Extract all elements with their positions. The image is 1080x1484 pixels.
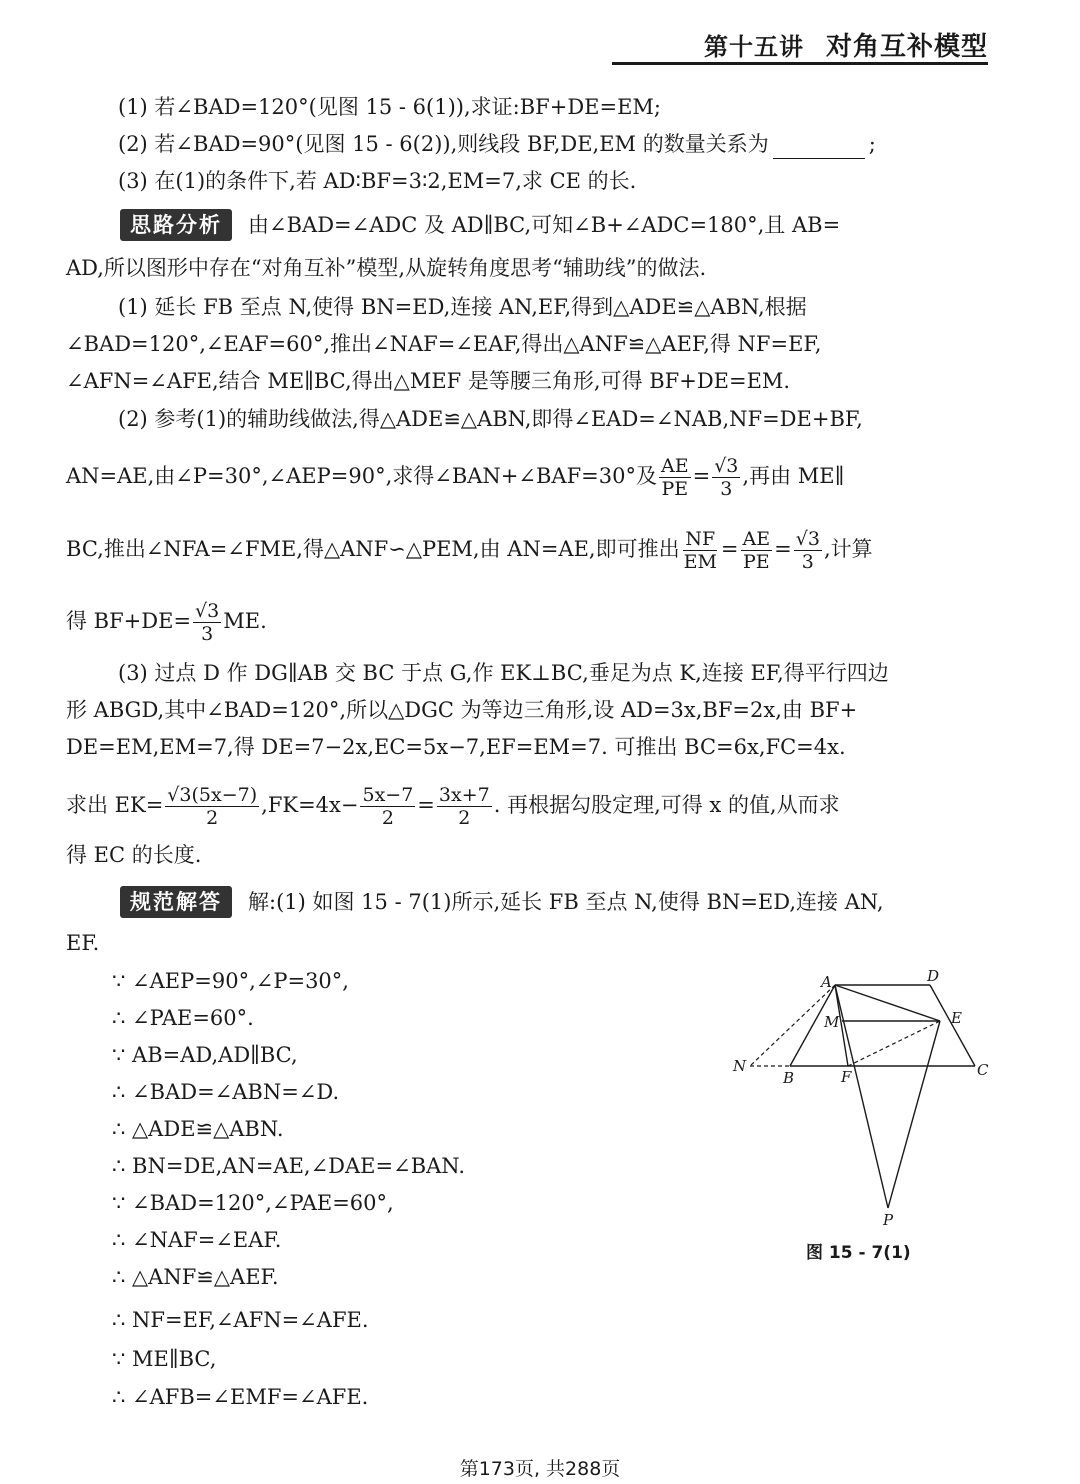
frac-num: AE xyxy=(660,455,689,477)
fraction-sqrt3-3 xyxy=(794,528,822,573)
analysis-line-14: 得 EC 的长度. xyxy=(66,843,202,867)
label-d: D xyxy=(927,967,940,985)
question-1: (1) 若∠BAD=120°(见图 15 - 6(1)),求证:BF+DE=EM; xyxy=(118,95,661,119)
analysis-line-12: DE=EM,EM=7,得 DE=7−2x,EC=5x−7,EF=EM=7. 可推出 BC=6x,FC=4x. xyxy=(66,735,846,759)
solution-line-2: EF. xyxy=(66,931,100,955)
solution-text-1: 解:(1) 如图 15 - 7(1)所示,延长 FB 至点 N,使得 BN=ED,连接 AN, xyxy=(248,890,884,914)
frac-den: 3 xyxy=(201,623,214,645)
analysis-text-13b: ,FK=4x− xyxy=(261,793,359,817)
frac-den: 2 xyxy=(206,807,219,829)
equals: = xyxy=(720,537,739,561)
analysis-text-9a: 得 BF+DE= xyxy=(66,609,192,633)
analysis-line-10: (3) 过点 D 作 DG∥AB 交 BC 于点 G,作 EK⊥BC,垂足为点 K,连接 EF,得平行四边 xyxy=(118,661,889,685)
analysis-line-7 xyxy=(66,455,988,500)
fraction-sqrt3-3 xyxy=(193,600,221,645)
label-p: P xyxy=(883,1211,894,1229)
proof-step: ∵ ME∥BC, xyxy=(112,1347,217,1371)
analysis-line-6: (2) 参考(1)的辅助线做法,得△ADE≌△ABN,即得∠EAD=∠NAB,NF=DE+BF, xyxy=(118,407,863,431)
analysis-text-1: 由∠BAD=∠ADC 及 AD∥BC,可知∠B+∠ADC=180°,且 AB= xyxy=(248,213,841,237)
analysis-text-13a: 求出 EK= xyxy=(66,793,164,817)
analysis-text-13d: . 再根据勾股定理,可得 x 的值,从而求 xyxy=(493,793,840,817)
frac-den: 3 xyxy=(720,478,733,500)
label-b: B xyxy=(783,1069,795,1087)
fraction-fk xyxy=(360,784,415,829)
analysis-line-1 xyxy=(120,209,988,241)
fraction-nf-em xyxy=(682,528,719,573)
label-c: C xyxy=(977,1061,989,1079)
segment-an-dashed xyxy=(750,985,835,1066)
analysis-line-8 xyxy=(66,528,988,573)
lecture-number: 第十五讲 xyxy=(703,33,804,61)
analysis-text-8a: BC,推出∠NFA=∠FME,得△ANF∽△PEM,由 AN=AE,即可推出 xyxy=(66,537,680,561)
frac-num: 3x+7 xyxy=(438,784,490,806)
proof-step: ∵ AB=AD,AD∥BC, xyxy=(112,1043,298,1067)
question-3: (3) 在(1)的条件下,若 AD∶BF=3∶2,EM=7,求 CE 的长. xyxy=(118,169,637,193)
chapter-header xyxy=(704,26,988,63)
figure-caption: 图 15 - 7(1) xyxy=(806,1243,911,1263)
analysis-line-9 xyxy=(66,600,988,645)
frac-den: 2 xyxy=(458,807,471,829)
label-e: E xyxy=(951,1009,962,1027)
frac-num: √3 xyxy=(714,455,739,477)
analysis-line-13 xyxy=(66,784,988,829)
proof-step: ∴ △ANF≌△AEF. xyxy=(112,1265,279,1289)
proof-step: ∴ BN=DE,AN=AE,∠DAE=∠BAN. xyxy=(112,1154,466,1178)
geometry-figure xyxy=(720,965,1000,1235)
frac-den: 2 xyxy=(381,807,394,829)
analysis-text-7a: AN=AE,由∠P=30°,∠AEP=90°,求得∠BAN+∠BAF=30°及 xyxy=(66,464,657,488)
proof-step: ∴ NF=EF,∠AFN=∠AFE. xyxy=(112,1308,369,1332)
frac-den: 3 xyxy=(801,551,814,573)
question-2 xyxy=(118,129,988,159)
page-footer: 第173页, 共288页 xyxy=(459,1458,621,1480)
proof-step: ∵ ∠AEP=90°,∠P=30°, xyxy=(112,969,349,993)
frac-num: √3 xyxy=(795,528,820,550)
analysis-text-9b: ME. xyxy=(223,609,267,633)
segment-ep xyxy=(888,1021,940,1208)
segment-ap xyxy=(835,985,888,1208)
label-n: N xyxy=(733,1057,747,1075)
label-m: M xyxy=(824,1013,840,1031)
frac-den: EM xyxy=(683,551,717,573)
label-a: A xyxy=(821,973,832,991)
proof-step: ∴ ∠BAD=∠ABN=∠D. xyxy=(112,1080,340,1104)
solution-line-1 xyxy=(120,886,988,918)
frac-num: √3(5x−7) xyxy=(167,784,258,806)
question-2-end: ; xyxy=(868,132,876,156)
analysis-text-7b: ,再由 ME∥ xyxy=(742,464,845,488)
analysis-text-8b: ,计算 xyxy=(823,537,873,561)
label-f: F xyxy=(841,1068,852,1086)
header-rule xyxy=(612,62,988,65)
fraction-ae-pe xyxy=(659,455,691,500)
analysis-line-11: 形 ABGD,其中∠BAD=120°,所以△DGC 为等边三角形,设 AD=3x,BF=2x,由 BF+ xyxy=(66,698,858,722)
proof-step: ∴ △ADE≌△ABN. xyxy=(112,1117,284,1141)
equals: = xyxy=(774,537,792,561)
answer-blank xyxy=(773,138,865,159)
proof-step: ∴ ∠PAE=60°. xyxy=(112,1006,254,1030)
fraction-ek xyxy=(165,784,259,829)
analysis-line-3: (1) 延长 FB 至点 N,使得 BN=ED,连接 AN,EF,得到△ADE≌△ABN,根据 xyxy=(118,295,807,319)
analysis-line-4: ∠BAD=120°,∠EAF=60°,推出∠NAF=∠EAF,得出△ANF≌△AEF,得 NF=EF, xyxy=(66,332,822,356)
analysis-line-5: ∠AFN=∠AFE,结合 ME∥BC,得出△MEF 是等腰三角形,可得 BF+DE=EM. xyxy=(66,369,791,393)
frac-num: AE xyxy=(742,528,771,550)
proof-step: ∵ ∠BAD=120°,∠PAE=60°, xyxy=(112,1191,394,1215)
proof-step: ∴ ∠AFB=∠EMF=∠AFE. xyxy=(112,1385,369,1409)
frac-num: 5x−7 xyxy=(362,784,414,806)
analysis-line-2: AD,所以图形中存在“对角互补”模型,从旋转角度思考“辅助线”的做法. xyxy=(66,256,707,280)
equals: = xyxy=(692,464,711,488)
question-2-text: (2) 若∠BAD=90°(见图 15 - 6(2)),则线段 BF,DE,EM 的数量关系为 xyxy=(118,132,769,156)
segment-fe-dashed xyxy=(848,1021,940,1066)
equals: = xyxy=(417,793,435,817)
chapter-title: 对角互补模型 xyxy=(825,32,988,62)
solution-badge: 规范解答 xyxy=(120,886,232,918)
frac-num: NF xyxy=(685,528,716,550)
proof-step: ∴ ∠NAF=∠EAF. xyxy=(112,1228,282,1252)
fraction-fk2 xyxy=(437,784,492,829)
fraction-ae-pe xyxy=(741,528,773,573)
frac-den: PE xyxy=(661,478,689,500)
frac-num: √3 xyxy=(195,600,220,622)
fraction-sqrt3-3 xyxy=(712,455,740,500)
analysis-badge: 思路分析 xyxy=(120,209,232,241)
segment-ae xyxy=(835,985,940,1021)
frac-den: PE xyxy=(743,551,770,573)
